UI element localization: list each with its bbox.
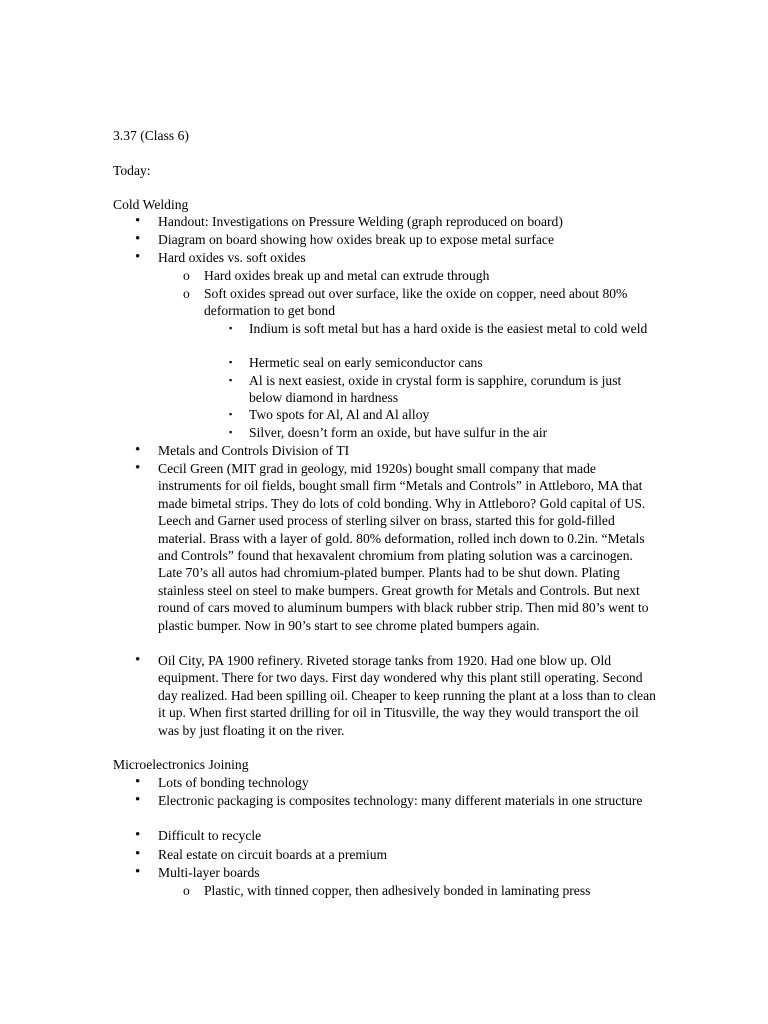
bullet-marker: o — [183, 268, 190, 283]
bullet-marker: • — [135, 231, 141, 247]
list-item-text: Lots of bonding technology — [158, 775, 309, 790]
bullet-marker: • — [135, 249, 141, 265]
list-item-text: Al is next easiest, oxide in crystal form is sapphire, corundum is just below diamond in hardness — [249, 373, 622, 406]
list-item-text: Plastic, with tinned copper, then adhesively bonded in laminating press — [204, 883, 591, 898]
bullet-marker: • — [135, 460, 141, 476]
today-label: Today: — [113, 163, 151, 178]
list-item-text: Hard oxides vs. soft oxides — [158, 250, 306, 265]
bullet-marker: ▪ — [229, 323, 233, 333]
list-item-text: Electronic packaging is composites technology: many different materials in one structure — [158, 793, 643, 808]
list-item-text: Cecil Green (MIT grad in geology, mid 1920s) bought small company that made instruments for oil fields, bought small firm “Metals and Controls” in Attleboro, MA that made bimetal strips. They do lots of cold bonding. Why in Attleboro? Gold capital of US. Leech and Garner used process of sterling silver on brass, started this for gold-filled material. Brass with a layer of gold. 80% deformation, rolled inch down to 0.2in. “Metals and Controls” found that hexavalent chromium from plating solution was a carcinogen. Late 70’s all autos had chromium-plated bumper. Plants had to be shut down. Plating stainless steel on steel to make bumpers. Great growth for Metals and Controls. But next round of cars moved to aluminum bumpers with black rubber strip. Then mid 80’s went to plastic bumper. Now in 90’s start to see chrome plated bumpers again. — [158, 461, 649, 633]
bullet-marker: • — [135, 774, 141, 790]
bullet-marker: ▪ — [229, 375, 233, 385]
list-item-text: Difficult to recycle — [158, 828, 262, 843]
list-item-text: Multi-layer boards — [158, 865, 260, 880]
bullet-marker: • — [135, 213, 141, 229]
bullet-marker: o — [183, 883, 190, 898]
section-heading-microelectronics-joining: Microelectronics Joining — [113, 757, 249, 772]
list-item-text: Real estate on circuit boards at a premium — [158, 847, 388, 862]
bullet-marker: • — [135, 652, 141, 668]
section-heading-cold-welding: Cold Welding — [113, 197, 189, 212]
bullet-marker: ▪ — [229, 357, 233, 367]
class-header: 3.37 (Class 6) — [113, 128, 189, 143]
list-item-text: Metals and Controls Division of TI — [158, 443, 350, 458]
list-item-text: Soft oxides spread out over surface, like the oxide on copper, need about 80% deformation to get bond — [204, 286, 628, 319]
bullet-marker: • — [135, 846, 141, 862]
bullet-marker: • — [135, 442, 141, 458]
list-item-text: Silver, doesn’t form an oxide, but have sulfur in the air — [249, 425, 548, 440]
list-item-text: Hard oxides break up and metal can extrude through — [204, 268, 490, 283]
list-item-text: Diagram on board showing how oxides break up to expose metal surface — [158, 232, 554, 247]
bullet-marker: • — [135, 864, 141, 880]
bullet-marker: o — [183, 286, 190, 301]
list-item-text: Handout: Investigations on Pressure Welding (graph reproduced on board) — [158, 214, 563, 229]
list-item-text: Two spots for Al, Al and Al alloy — [249, 407, 430, 422]
list-item-text: Oil City, PA 1900 refinery. Riveted storage tanks from 1920. Had one blow up. Old equipment. There for two days. First day wondered why this plant still operating. Second day realized. Had been spilling oil. Cheaper to keep running the plant at a loss than to clean it up. When first started drilling for oil in Titusville, the way they would transport the oil was by just floating it on the river. — [158, 653, 656, 738]
bullet-marker: ▪ — [229, 409, 233, 419]
list-item-text: Hermetic seal on early semiconductor cans — [249, 355, 483, 370]
bullet-marker: • — [135, 827, 141, 843]
list-item-text: Indium is soft metal but has a hard oxide is the easiest metal to cold weld — [249, 321, 648, 336]
bullet-marker: ▪ — [229, 427, 233, 437]
bullet-marker: • — [135, 792, 141, 808]
